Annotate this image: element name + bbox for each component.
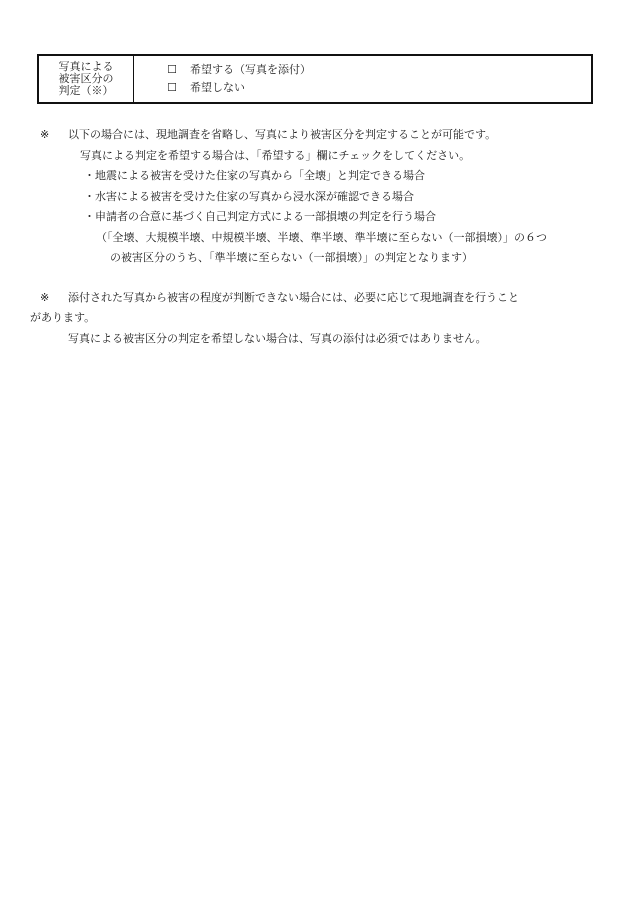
check-instruction: 写真による判定を希望する場合は、「希望する」欄にチェックをしてください。 — [80, 148, 471, 162]
note-mark: ※ — [40, 290, 50, 304]
bullet-self-assessment: ・申請者の合意に基づく自己判定方式による一部損壊の判定を行う場合 — [84, 210, 436, 223]
bullet-flood: ・水害による被害を受けた住家の写真から浸水深が確認できる場合 — [84, 189, 414, 203]
note-2-text: 添付された写真から被害の程度が判断できない場合には、必要に応じて現地調査を行うこと — [68, 290, 519, 304]
label-line: 被害区分の — [58, 72, 114, 85]
paren-line-1: （「全壊、大規模半壊、中規模半壊、半壊、準半壊、準半壊に至らない（一部損壊）」の６つ — [96, 230, 547, 244]
spacer — [40, 269, 600, 288]
note-1 — [40, 125, 600, 146]
notes-section — [30, 125, 600, 349]
option-request-label: 希望する（写真を添付） — [190, 63, 311, 76]
option-decline-label: 希望しない — [190, 81, 245, 94]
photo-judgment-table — [37, 54, 593, 104]
paren-line-2: の被害区分のうち、「準半壊に至らない（一部損壊）」の判定となります） — [110, 251, 473, 264]
note-2-continuation: があります。 — [30, 311, 96, 324]
request-checkbox[interactable]: ☐ — [167, 63, 177, 76]
note-1-text: 以下の場合には、現地調査を省略し、写真により被害区分を判定することが可能です。 — [68, 128, 497, 141]
bullet-earthquake: ・地震による被害を受けた住家の写真から「全壊」と判定できる場合 — [84, 169, 425, 182]
note-mark: ※ — [40, 128, 50, 141]
label-line: 写真による — [58, 60, 114, 73]
option-decline[interactable] — [166, 79, 591, 97]
option-request[interactable] — [166, 61, 591, 79]
photo-judgment-label — [39, 56, 134, 102]
decline-checkbox[interactable]: ☐ — [167, 81, 177, 94]
note-2 — [40, 288, 600, 309]
label-line: 判定（※） — [58, 84, 114, 97]
note-2-extra: 写真による被害区分の判定を希望しない場合は、写真の添付は必須ではありません。 — [68, 331, 487, 345]
options-cell — [134, 56, 591, 102]
